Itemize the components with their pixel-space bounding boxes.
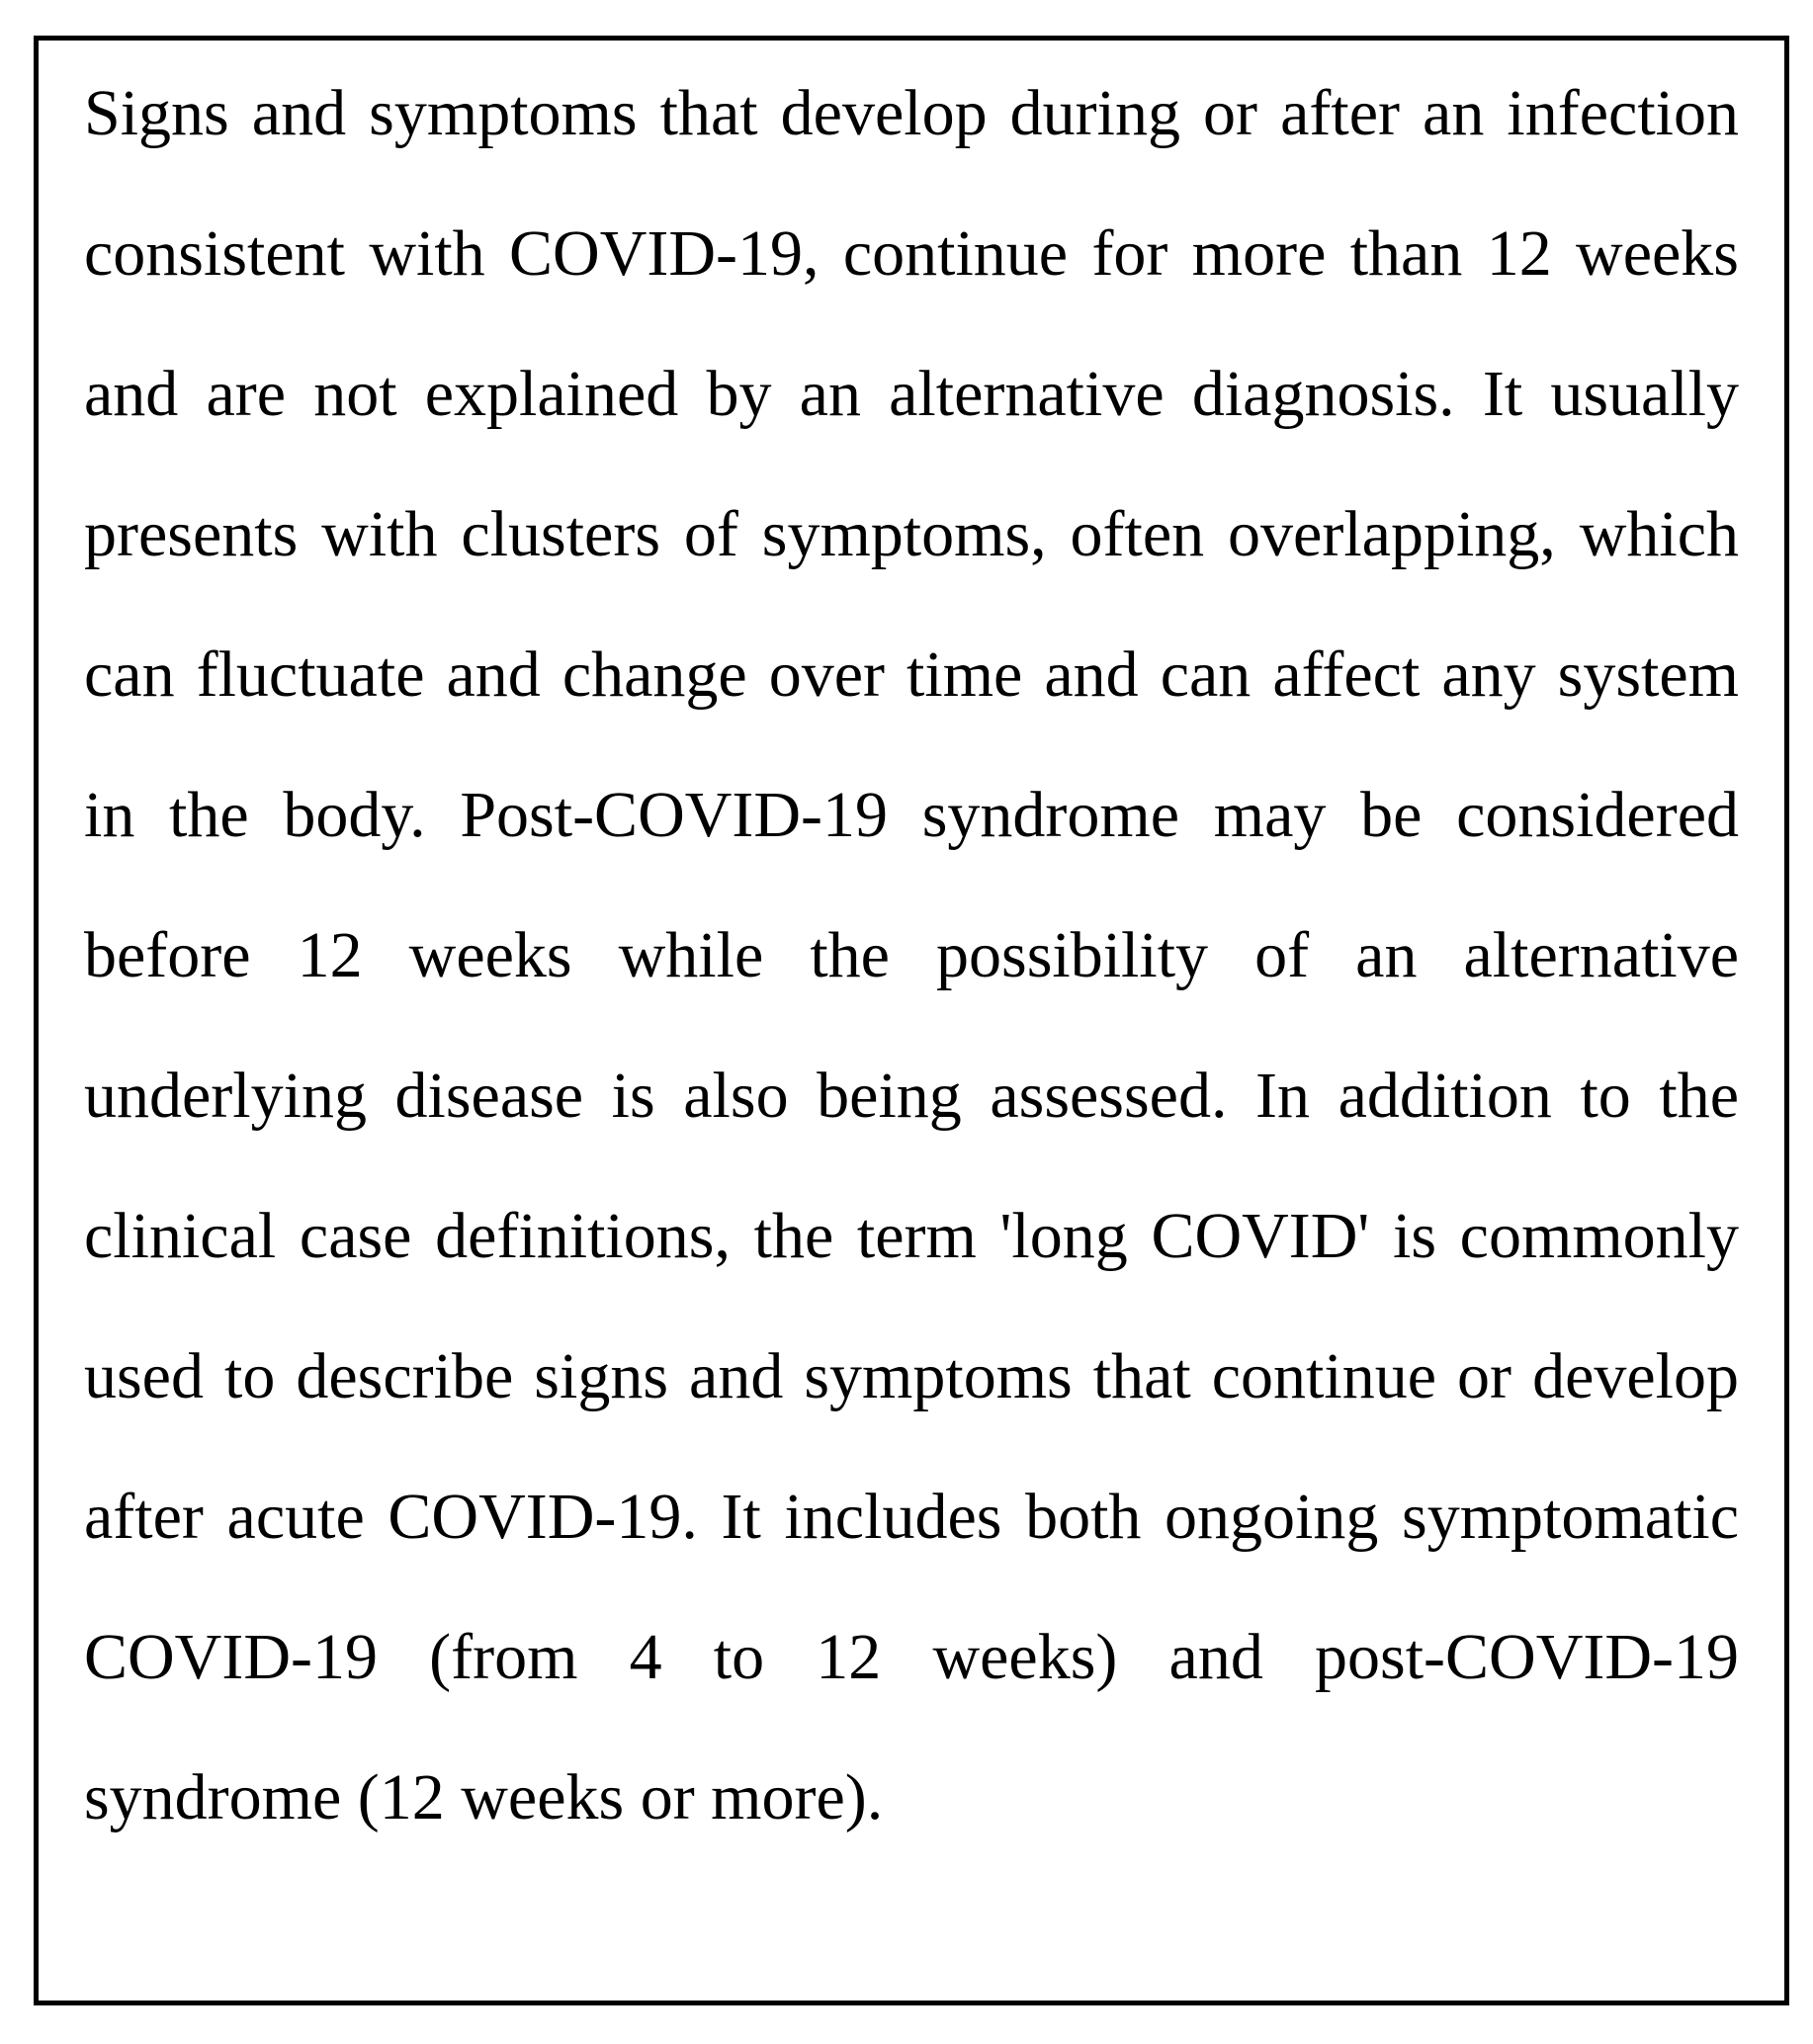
paragraph-line-6: in the body. Post-COVID-19 syndrome may be considered — [84, 779, 1739, 851]
paragraph-line-4: presents with clusters of symptoms, often overlapping, which — [84, 498, 1739, 570]
paragraph-line-5: can fluctuate and change over time and can affect any system — [84, 639, 1739, 711]
paragraph-line-12: COVID-19 (from 4 to 12 weeks) and post-COVID-19 — [84, 1621, 1739, 1693]
paragraph-line-10: used to describe signs and symptoms that continue or develop — [84, 1340, 1739, 1412]
definition-box — [34, 36, 1789, 2005]
paragraph-line-1: Signs and symptoms that develop during or after an infection — [84, 77, 1739, 149]
paragraph-line-13: syndrome (12 weeks or more). — [84, 1761, 884, 1833]
paragraph-line-8: underlying disease is also being assessed. In addition to the — [84, 1060, 1739, 1132]
paragraph-line-9: clinical case definitions, the term 'long COVID' is commonly — [84, 1200, 1739, 1272]
paragraph-line-3: and are not explained by an alternative diagnosis. It usually — [84, 358, 1739, 430]
paragraph-line-7: before 12 weeks while the possibility of an alternative — [84, 919, 1739, 991]
paragraph-line-11: after acute COVID-19. It includes both ongoing symptomatic — [84, 1481, 1739, 1553]
paragraph-line-2: consistent with COVID-19, continue for more than 12 weeks — [84, 217, 1739, 290]
definition-paragraph — [84, 43, 1739, 1868]
